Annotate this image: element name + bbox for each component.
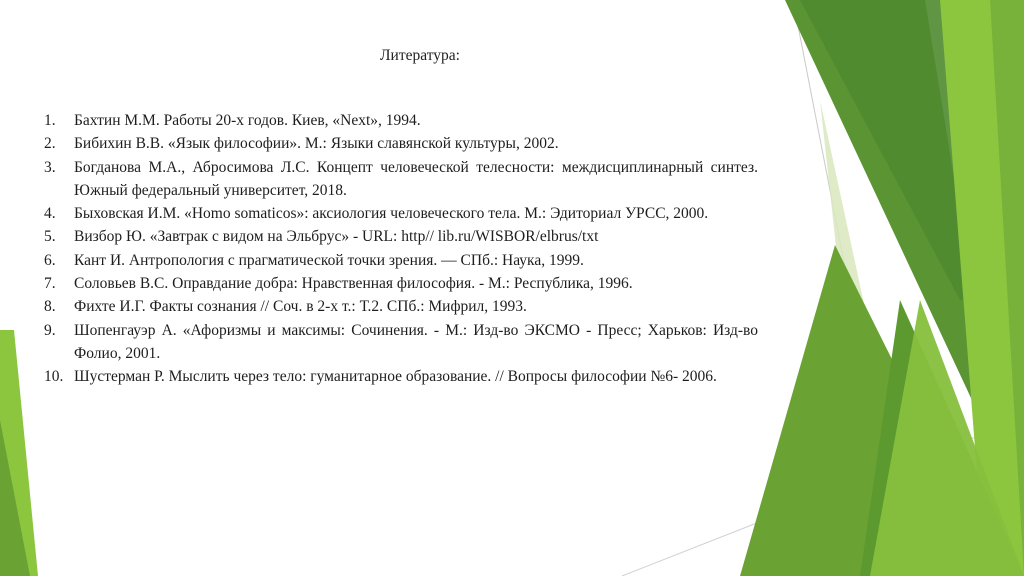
list-item-text: Бибихин В.В. «Язык философии». М.: Языки славянской культуры, 2002. xyxy=(74,135,559,153)
list-item xyxy=(44,109,758,132)
list-item xyxy=(44,202,758,225)
slide-title: Литература: xyxy=(380,47,460,64)
list-item xyxy=(44,225,758,248)
references-list xyxy=(44,109,758,389)
list-item-text: Визбор Ю. «Завтрак с видом на Эльбрус» - URL: http// lib.ru/WISBOR/elbrus/txt xyxy=(74,228,599,246)
list-item-number: 3. xyxy=(44,158,56,176)
list-item-number: 10. xyxy=(44,368,64,386)
list-item xyxy=(44,365,758,388)
list-item-number: 8. xyxy=(44,298,56,316)
list-item xyxy=(44,295,758,318)
list-item xyxy=(44,319,758,366)
list-item-text: Соловьев В.С. Оправдание добра: Нравственная философия. - М.: Республика, 1996. xyxy=(74,275,633,293)
list-item-text: Богданова М.А., Абросимова Л.С. Концепт человеческой телесности: междисциплинарный синтез. Южный федеральный университет, 2018. xyxy=(74,158,758,199)
list-item-number: 1. xyxy=(44,112,56,129)
list-item xyxy=(44,156,758,203)
list-item xyxy=(44,249,758,272)
list-item xyxy=(44,132,758,155)
list-item-number: 2. xyxy=(44,135,56,153)
list-item-number: 7. xyxy=(44,275,56,293)
list-item-text: Шустерман Р. Мыслить через тело: гуманитарное образование. // Вопросы философии №6- 2006. xyxy=(74,368,717,386)
list-item-text: Шопенгауэр А. «Афоризмы и максимы: Сочинения. - М.: Изд-во ЭКСМО - Пресс; Харьков: Изд-во Фолио, 2001. xyxy=(74,321,758,362)
list-item-text: Фихте И.Г. Факты сознания // Соч. в 2-х т.: Т.2. СПб.: Мифрил, 1993. xyxy=(74,298,527,316)
list-item-text: Бахтин М.М. Работы 20-х годов. Киев, «Next», 1994. xyxy=(74,112,421,129)
list-item xyxy=(44,272,758,295)
list-item-text: Кант И. Антропология с прагматической точки зрения. — СПб.: Наука, 1999. xyxy=(74,251,584,269)
list-item-number: 6. xyxy=(44,251,56,269)
list-item-text: Быховская И.М. «Homo somaticos»: аксиология человеческого тела. М.: Эдиториал УРСС, 2000. xyxy=(74,205,709,223)
list-item-number: 9. xyxy=(44,321,56,339)
list-item-number: 4. xyxy=(44,205,56,223)
list-item-number: 5. xyxy=(44,228,56,246)
